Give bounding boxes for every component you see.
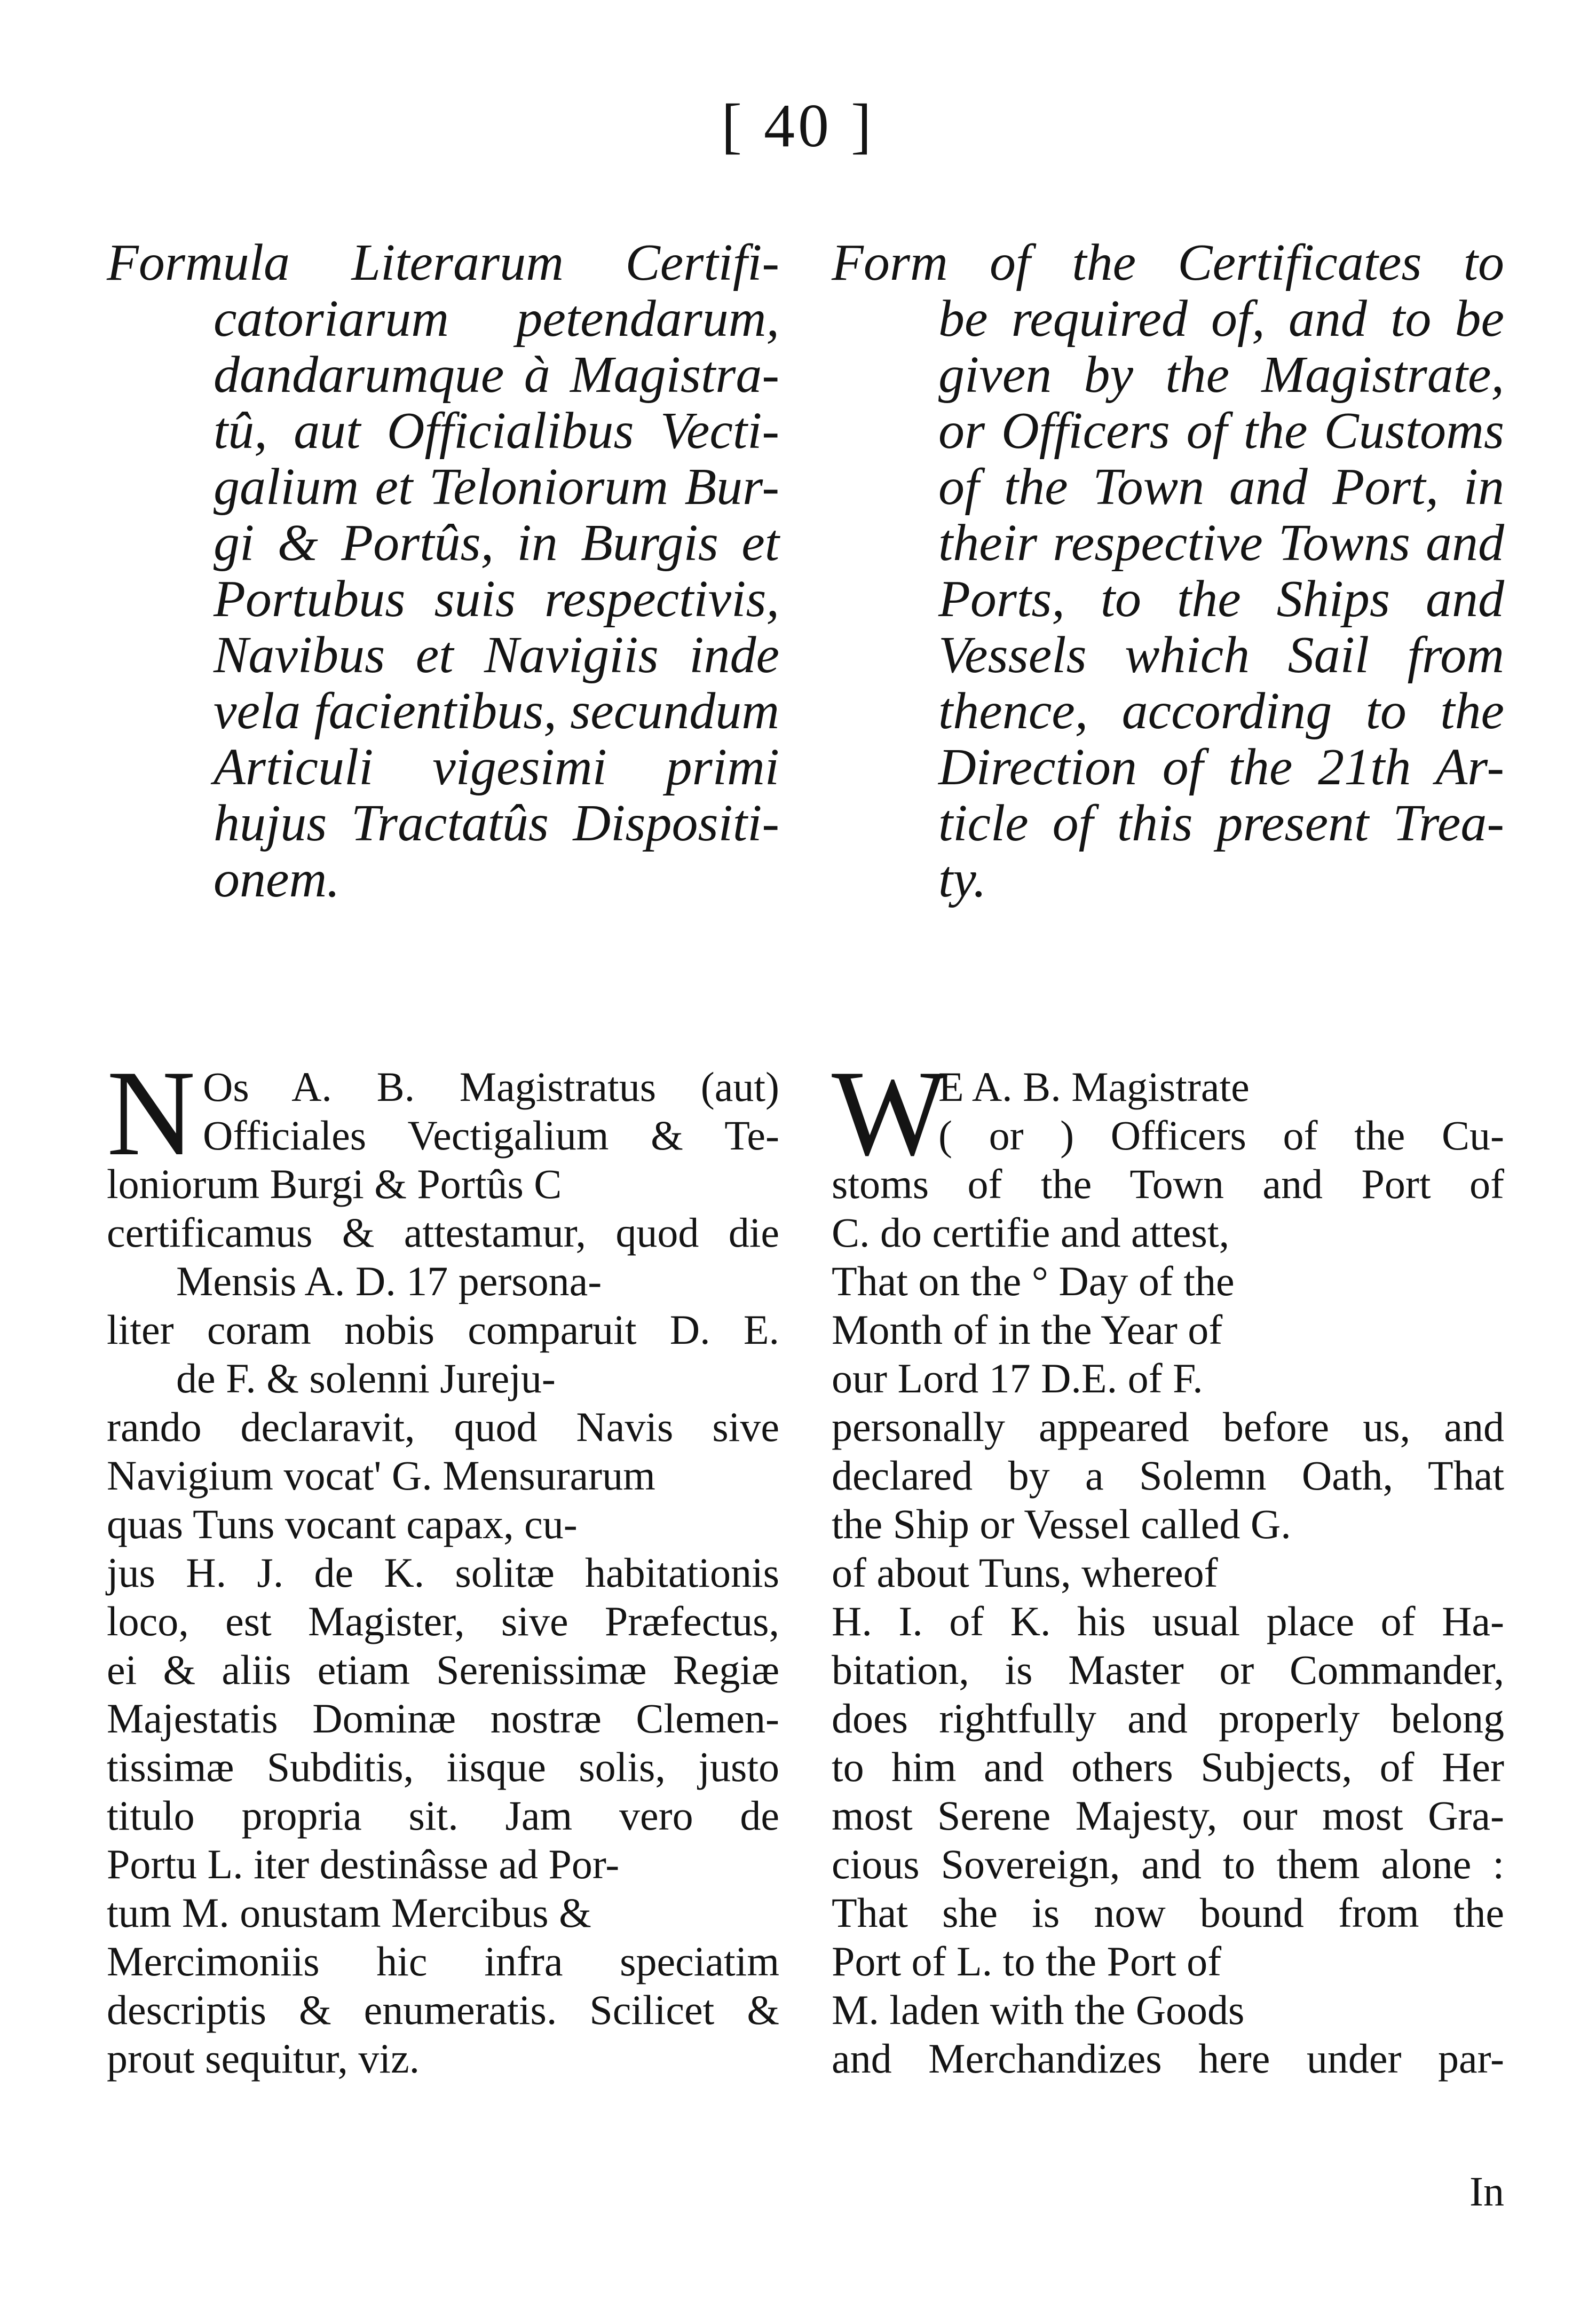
latin-body-line: Majestatis Dominæ nostræ Clemen- bbox=[107, 1695, 779, 1742]
english-heading-line: ticle of this present Trea- bbox=[938, 794, 1504, 852]
english-body-line: most Serene Majesty, our most Gra- bbox=[832, 1792, 1504, 1839]
english-body-line: C. do certifie and attest, bbox=[832, 1209, 1230, 1256]
english-body-line: That she is now bound from the bbox=[832, 1889, 1504, 1936]
latin-heading-line: tû, aut Officialibus Vecti- bbox=[214, 402, 779, 460]
english-body-line: of about Tuns, whereof bbox=[832, 1549, 1218, 1596]
latin-heading-line: onem. bbox=[214, 850, 340, 908]
english-heading-line: given by the Magistrate, bbox=[938, 346, 1504, 404]
latin-heading-line: Portubus suis respectivis, bbox=[214, 570, 779, 628]
latin-heading-line: Articuli vigesimi primi bbox=[214, 738, 779, 796]
english-dropcap-block bbox=[832, 1045, 1504, 1181]
english-body-line: ( or ) Officers of the Cu- bbox=[938, 1112, 1504, 1159]
english-dropcap: W bbox=[832, 1045, 948, 1181]
english-heading-line: Vessels which Sail from bbox=[938, 626, 1504, 684]
latin-heading-line: hujus Tractatûs Dispositi- bbox=[214, 794, 779, 852]
english-body-line: bitation, is Master or Commander, bbox=[832, 1647, 1504, 1693]
latin-dropcap: N bbox=[107, 1045, 196, 1181]
latin-body-line: rando declaravit, quod Navis sive bbox=[107, 1404, 779, 1450]
english-heading bbox=[832, 235, 1504, 908]
english-body-line: does rightfully and properly belong bbox=[832, 1695, 1504, 1742]
latin-body-line: loniorum Burgi & Portûs C bbox=[107, 1161, 562, 1207]
latin-body-line: liter coram nobis comparuit D. E. bbox=[107, 1306, 779, 1353]
latin-body-line: quas Tuns vocant capax, cu- bbox=[107, 1501, 578, 1547]
latin-heading-line: vela facientibus, secundum bbox=[214, 682, 779, 740]
latin-body-line: Navigium vocat' G. Mensurarum bbox=[107, 1452, 655, 1499]
latin-heading-line: galium et Teloniorum Bur- bbox=[214, 458, 779, 516]
english-body-line: Month of in the Year of bbox=[832, 1306, 1223, 1353]
latin-body-line: descriptis & enumeratis. Scilicet & bbox=[107, 1987, 779, 2033]
page-number: [ 40 ] bbox=[721, 92, 875, 160]
english-body-line: personally appeared before us, and bbox=[832, 1404, 1504, 1450]
latin-body-line: titulo propria sit. Jam vero de bbox=[107, 1792, 779, 1839]
english-body-line: E A. B. Magistrate bbox=[938, 1064, 1250, 1110]
latin-body-line: tissimæ Subditis, iisque solis, justo bbox=[107, 1744, 779, 1790]
latin-body-line: Portu L. iter destinâsse ad Por- bbox=[107, 1841, 620, 1887]
latin-body-line: Mercimoniis hic infra speciatim bbox=[107, 1938, 779, 1984]
latin-body-line: Os A. B. Magistratus (aut) bbox=[203, 1064, 779, 1110]
english-body-line: declared by a Solemn Oath, That bbox=[832, 1452, 1504, 1499]
latin-body-line: certificamus & attestamur, quod die bbox=[107, 1209, 779, 1256]
latin-heading-line: dandarumque à Magistra- bbox=[214, 346, 779, 404]
english-body-line: That on the ° Day of the bbox=[832, 1258, 1235, 1304]
latin-body-line: de F. & solenni Jureju- bbox=[176, 1355, 556, 1401]
latin-dropcap-block bbox=[107, 1045, 779, 1181]
english-heading-line: ty. bbox=[938, 850, 986, 908]
english-heading-line: of the Town and Port, in bbox=[938, 458, 1504, 516]
latin-body-line: tum M. onustam Mercibus & bbox=[107, 1889, 591, 1936]
latin-heading-line: catoriarum petendarum, bbox=[214, 290, 779, 348]
english-body-line: our Lord 17 D.E. of F. bbox=[832, 1355, 1203, 1401]
latin-heading bbox=[107, 235, 779, 908]
latin-body-line: Mensis A. D. 17 persona- bbox=[176, 1258, 602, 1304]
english-body-line: the Ship or Vessel called G. bbox=[832, 1501, 1291, 1547]
english-heading-line: Form of the Certificates to bbox=[832, 234, 1504, 292]
english-heading-line: thence, according to the bbox=[938, 682, 1504, 740]
english-heading-line: be required of, and to be bbox=[938, 290, 1504, 348]
english-body-line: Port of L. to the Port of bbox=[832, 1938, 1222, 1984]
english-body-line: M. laden with the Goods bbox=[832, 1987, 1245, 2033]
english-body-line: H. I. of K. his usual place of Ha- bbox=[832, 1598, 1504, 1644]
english-heading-line: Direction of the 21th Ar- bbox=[938, 738, 1504, 796]
english-body-line: and Merchandizes here under par- bbox=[832, 2035, 1504, 2082]
latin-body-line: prout sequitur, viz. bbox=[107, 2035, 420, 2082]
english-body-line: stoms of the Town and Port of bbox=[832, 1161, 1504, 1207]
latin-body bbox=[107, 1045, 779, 2083]
latin-body-line: loco, est Magister, sive Præfectus, bbox=[107, 1598, 779, 1644]
english-heading-line: or Officers of the Customs bbox=[938, 402, 1504, 460]
english-body-line: cious Sovereign, and to them alone : bbox=[832, 1841, 1504, 1887]
catchword: In bbox=[1469, 2168, 1504, 2215]
english-heading-line: Ports, to the Ships and bbox=[938, 570, 1504, 628]
english-body bbox=[832, 1045, 1504, 2083]
english-heading-line: their respective Towns and bbox=[938, 514, 1504, 572]
latin-body-line: jus H. J. de K. solitæ habitationis bbox=[107, 1549, 779, 1596]
english-body-line: to him and others Subjects, of Her bbox=[832, 1744, 1504, 1790]
latin-heading-line: Navibus et Navigiis inde bbox=[214, 626, 779, 684]
latin-body-line: Officiales Vectigalium & Te- bbox=[203, 1112, 779, 1159]
latin-heading-line: Formula Literarum Certifi- bbox=[107, 234, 779, 292]
latin-heading-line: gi & Portûs, in Burgis et bbox=[214, 514, 779, 572]
latin-body-line: ei & aliis etiam Serenissimæ Regiæ bbox=[107, 1647, 779, 1693]
